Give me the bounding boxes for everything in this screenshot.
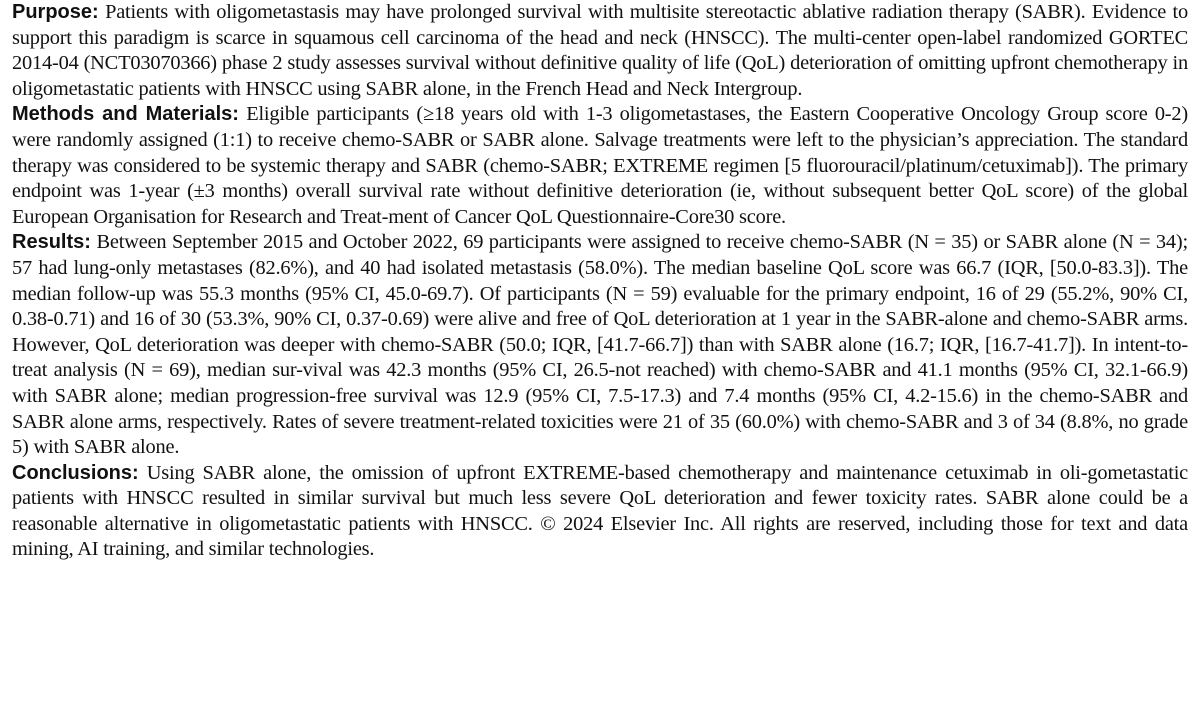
results-paragraph: [12, 230, 1188, 460]
results-label: Results:: [12, 231, 91, 254]
methods-paragraph: [12, 102, 1188, 230]
results-text: Between September 2015 and October 2022, 69 participants were assigned to receive chemo-SABR (N = 35) or SABR alone (N = 34); 57 had lung-only metastases (82.6%), and 40 had isolated metastasis (58.0%). The median baseline QoL score was 66.7 (IQR, [50.0-83.3]). The median follow-up was 55.3 months (95% CI, 45.0-69.7). Of participants (N = 59) evaluable for the primary endpoint, 16 of 29 (55.2%, 90% CI, 0.38-0.71) and 16 of 30 (53.3%, 90% CI, 0.37-0.69) were alive and free of QoL deterioration at 1 year in the SABR-alone and chemo-SABR arms. However, QoL deterioration was deeper with chemo-SABR (50.0; IQR, [41.7-66.7]) than with SABR alone (16.7; IQR, [16.7-41.7]). In intent-to-treat analysis (N = 69), median sur-vival was 42.3 months (95% CI, 26.5-not reached) with chemo-SABR and 41.1 months (95% CI, 32.1-66.9) with SABR alone; median progression-free survival was 12.9 (95% CI, 7.5-17.3) and 7.4 months (95% CI, 4.2-15.6) in the chemo-SABR and SABR alone arms, respectively. Rates of severe treatment-related toxicities were 21 of 35 (60.0%) with chemo-SABR and 3 of 34 (8.8%, no grade 5) with SABR alone.: [12, 231, 1188, 459]
methods-label: Methods and Materials:: [12, 103, 239, 126]
conclusions-text: Using SABR alone, the omission of upfront EXTREME-based chemotherapy and maintenance cetuximab in oli-gometastatic patients with HNSCC resulted in similar survival but much less severe QoL deterioration and fewer toxicity rates. SABR alone could be a reasonable alternative in oligometastatic patients with HNSCC. © 2024 Elsevier Inc. All rights are reserved, including those for text and data mining, AI training, and similar technologies.: [12, 461, 1189, 561]
purpose-text: Patients with oligometastasis may have prolonged survival with multisite stereotactic ablative radiation therapy (SABR). Evidence to support this paradigm is scarce in squamous cell carcinoma of the head and neck (HNSCC). The multi-center open-label randomized GORTEC 2014-04 (NCT03070366) phase 2 study assesses survival without definitive quality of life (QoL) deterioration of omitting upfront chemotherapy in oligometastatic patients with HNSCC using SABR alone, in the French Head and Neck Intergroup.: [12, 1, 1188, 100]
methods-text: Eligible participants (≥18 years old with 1-3 oligometastases, the Eastern Cooperative Oncology Group score 0-2) were randomly assigned (1:1) to receive chemo-SABR or SABR alone. Salvage treatments were left to the physician’s appreciation. The standard therapy was considered to be systemic therapy and SABR (chemo-SABR; EXTREME regimen [5 fluorouracil/platinum/cetuximab]). The primary endpoint was 1-year (±3 months) overall survival rate without definitive deterioration (ie, without subsequent better QoL score) of the global European Organisation for Research and Treat-ment of Cancer QoL Questionnaire-Core30 score.: [12, 103, 1188, 228]
conclusions-paragraph: [12, 461, 1188, 563]
purpose-paragraph: [12, 0, 1188, 102]
purpose-label: Purpose:: [12, 1, 99, 23]
conclusions-label: Conclusions:: [12, 461, 139, 484]
